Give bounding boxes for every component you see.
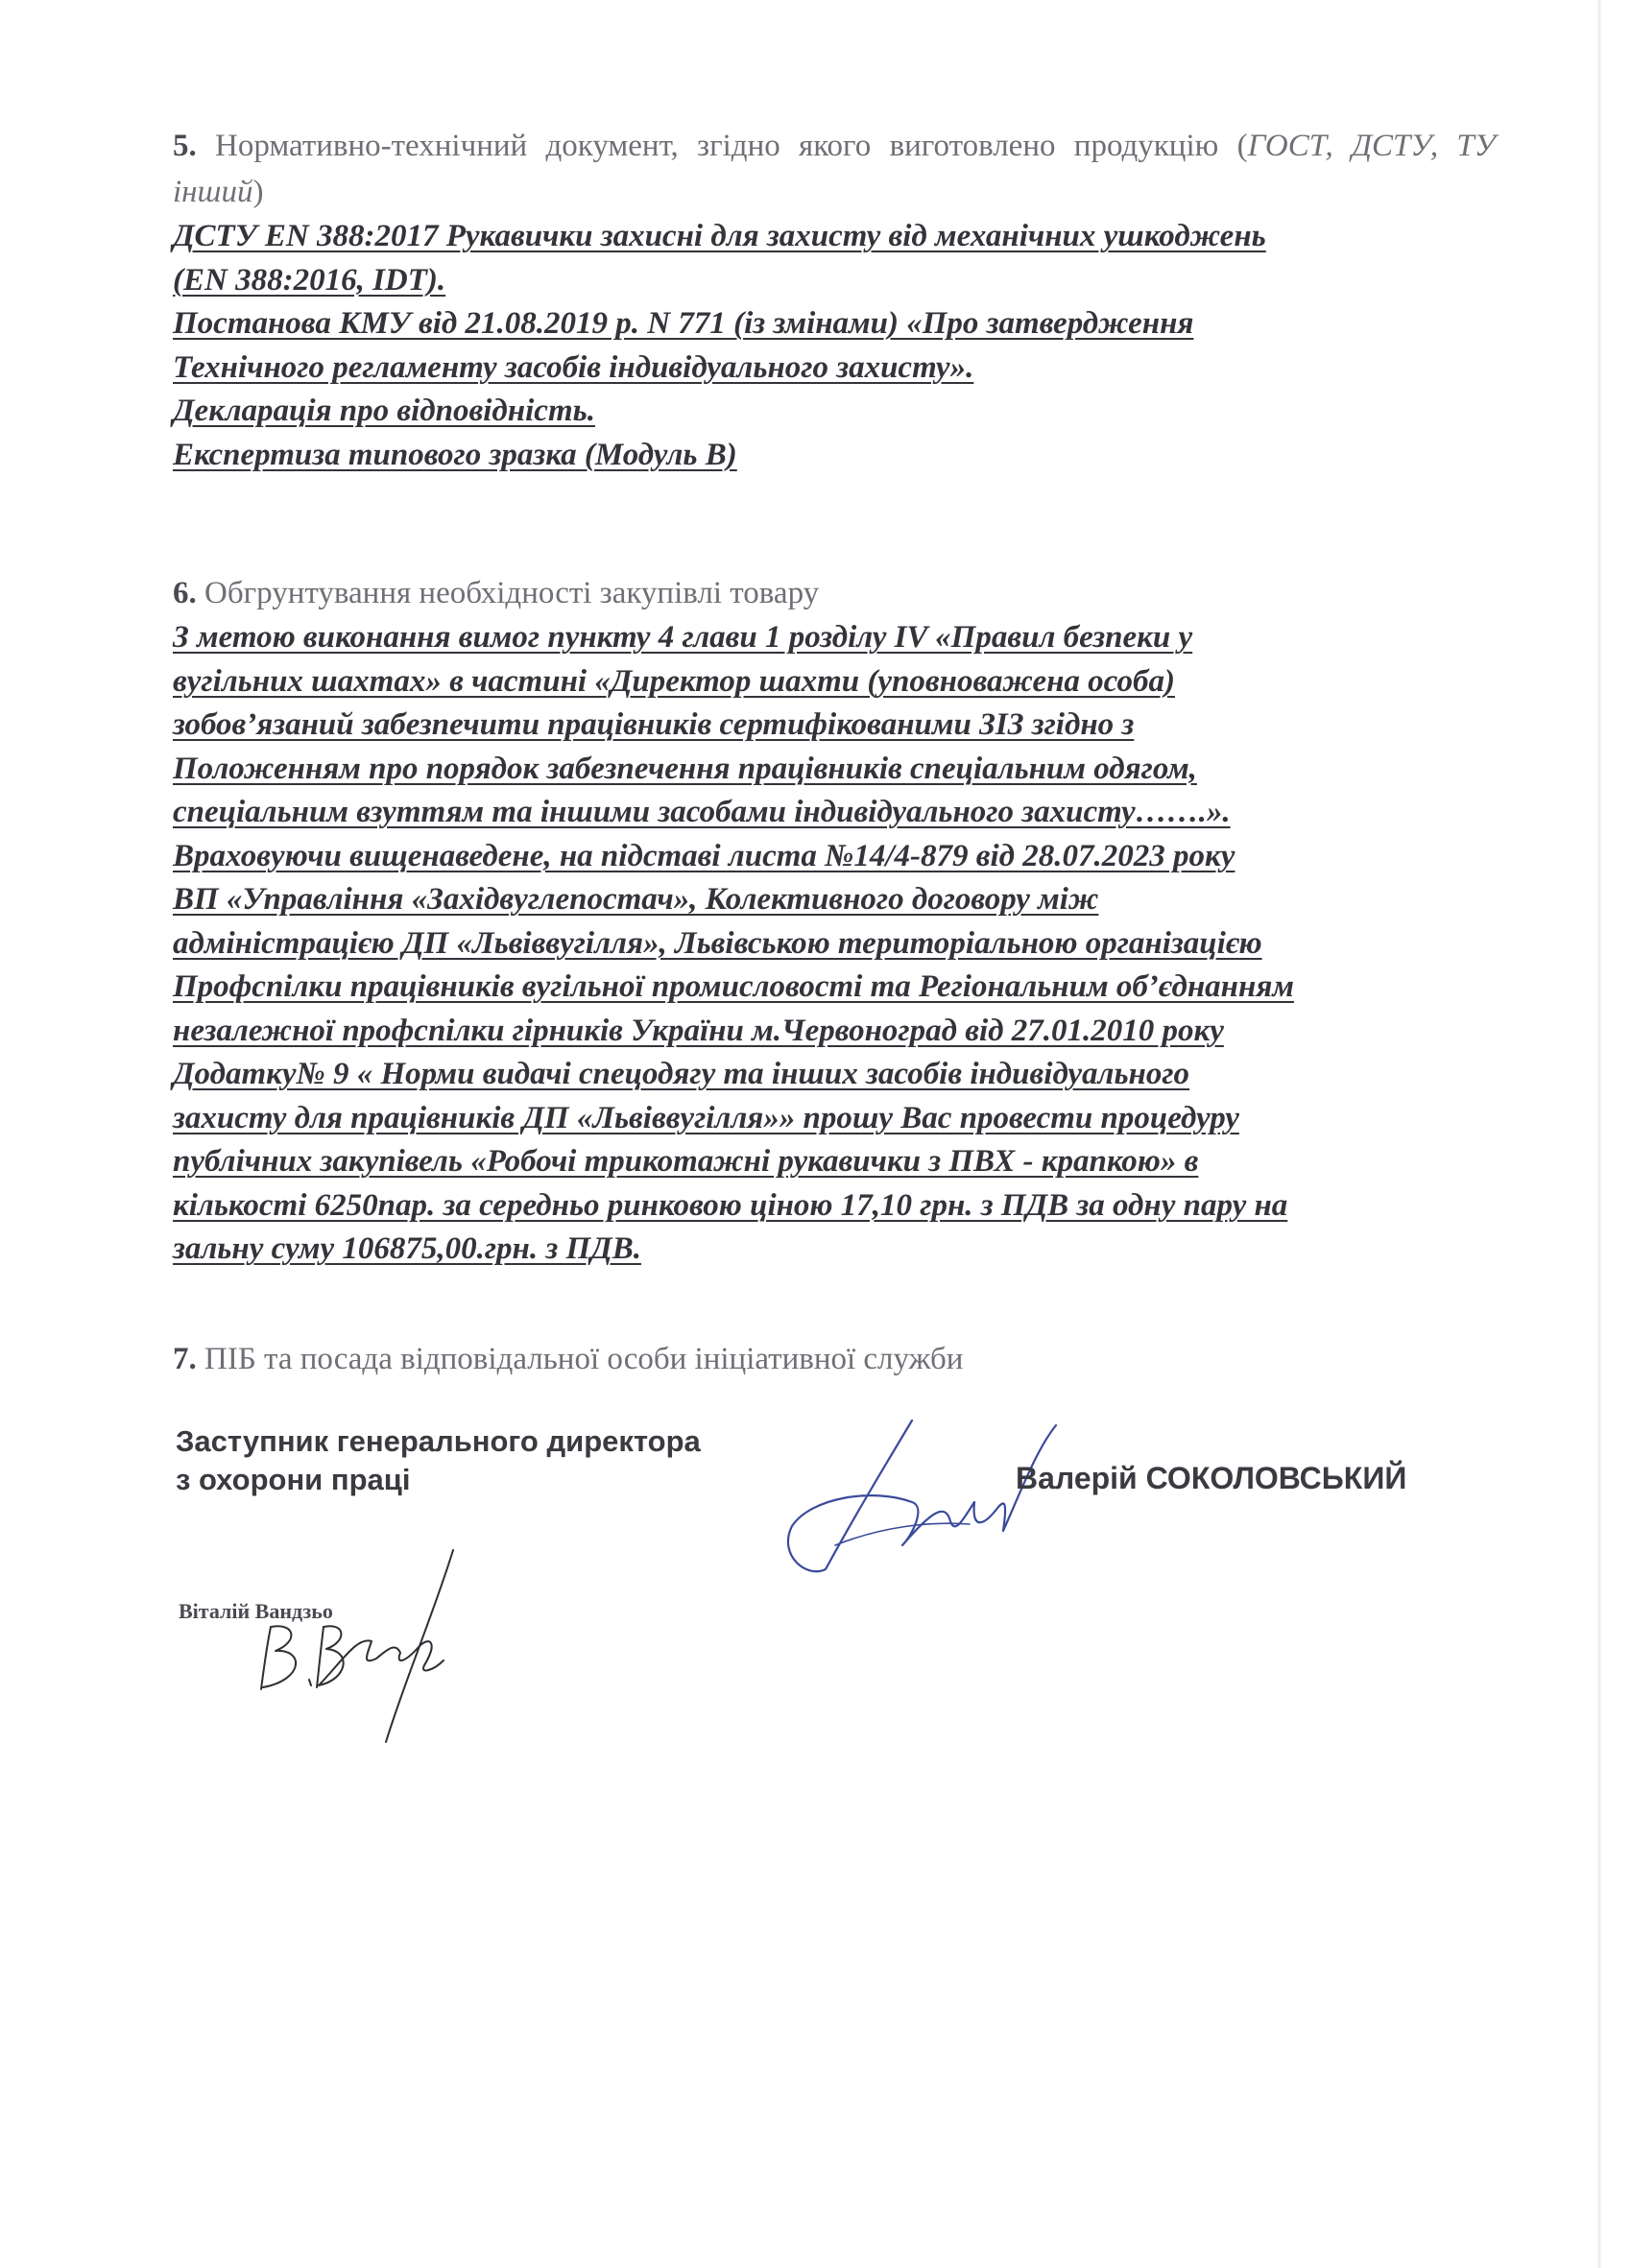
signature-image	[768, 1411, 1075, 1584]
section-7	[173, 1336, 1496, 1382]
section-5-heading	[173, 123, 1496, 215]
section-5-line: (EN 388:2016, IDT).	[173, 262, 446, 298]
signatory-position-line-2: з охорони праці	[176, 1463, 411, 1496]
section-7-number: 7.	[173, 1342, 197, 1376]
signatory-name: Валерій СОКОЛОВСЬКИЙ	[1016, 1461, 1407, 1495]
section-6-body	[173, 616, 1496, 1272]
section-5-heading-italic: ГОСТ, ДСТУ, ТУ інший	[173, 129, 1496, 209]
section-5-heading-text: Нормативно-технічний документ, згідно якого виготовлено продукцію (	[196, 129, 1248, 163]
section-7-heading-text: ПІБ та посада відповідальної особи ініціативної служби	[196, 1342, 964, 1376]
section-6	[173, 570, 1496, 1272]
author-signature-image	[252, 1545, 463, 1752]
section-5	[173, 123, 1496, 477]
section-6-line: зобов’язаний забезпечити працівників сертифікованими ЗІЗ згідно з	[173, 707, 1135, 742]
section-5-number: 5.	[173, 129, 197, 163]
section-6-line: ВП «Управління «Західвуглепостач», Колективного договору між	[173, 882, 1099, 917]
section-5-line: Технічного регламенту засобів індивідуального захисту».	[173, 349, 974, 385]
section-6-line: Профспілки працівників вугільної промисловості та Регіональним об’єднанням	[173, 969, 1294, 1004]
section-6-heading	[173, 570, 1496, 616]
section-5-line: Експертиза типового зразка (Модуль В)	[173, 437, 737, 472]
section-6-line: публічних закупівель «Робочі трикотажні рукавички з ПВХ - крапкою» в	[173, 1144, 1199, 1179]
section-6-line: Враховуючи вищенаведене, на підставі листа №14/4-879 від 28.07.2023 року	[173, 838, 1235, 873]
section-6-line: Додатку№ 9 « Норми видачі спецодягу та інших засобів індивідуального	[173, 1057, 1190, 1091]
section-6-line: адміністрацією ДП «Львіввугілля», Львівською територіальною організацією	[173, 925, 1262, 961]
section-6-line: З метою виконання вимог пункту 4 глави 1 розділу IV «Правил безпеки у	[173, 620, 1193, 655]
section-6-number: 6.	[173, 576, 197, 610]
section-6-line: спеціальним взуттям та іншими засобами індивідуального захисту…….».	[173, 795, 1231, 829]
section-5-line: Постанова КМУ від 21.08.2019 р. N 771 (із змінами) «Про затвердження	[173, 306, 1194, 341]
section-7-heading	[173, 1336, 1496, 1382]
section-5-heading-close: )	[252, 175, 264, 209]
section-6-line: кількості 6250пар. за середньо ринковою ціною 17,10 грн. з ПДВ за одну пару на	[173, 1187, 1288, 1223]
signatory-position-line-1: Заступник генерального директора	[176, 1424, 701, 1458]
section-5-body	[173, 215, 1496, 477]
section-6-line: незалежної профспілки гірників України м.Червоноград від 27.01.2010 року	[173, 1013, 1224, 1048]
section-6-line: вугільних шахтах» в частині «Директор шахти (уповноважена особа)	[173, 663, 1175, 699]
section-6-line: Положенням про порядок забезпечення працівників спеціальним одягом,	[173, 751, 1197, 786]
section-6-heading-text: Обгрунтування необхідності закупівлі товару	[196, 576, 820, 610]
section-6-line: захисту для працівників ДП «Львіввугілля»» прошу Вас провести процедуру	[173, 1100, 1239, 1135]
section-5-line: ДСТУ EN 388:2017 Рукавички захисні для захисту від механічних ушкоджень	[173, 219, 1266, 253]
section-5-line: Декларація про відповідність.	[173, 394, 595, 428]
signatory-position	[176, 1422, 701, 1499]
page-edge	[1596, 0, 1602, 2268]
section-6-line: зальну суму 106875,00.грн. з ПДВ.	[173, 1231, 641, 1266]
author-name: Віталій Вандзьо	[179, 1599, 333, 1623]
